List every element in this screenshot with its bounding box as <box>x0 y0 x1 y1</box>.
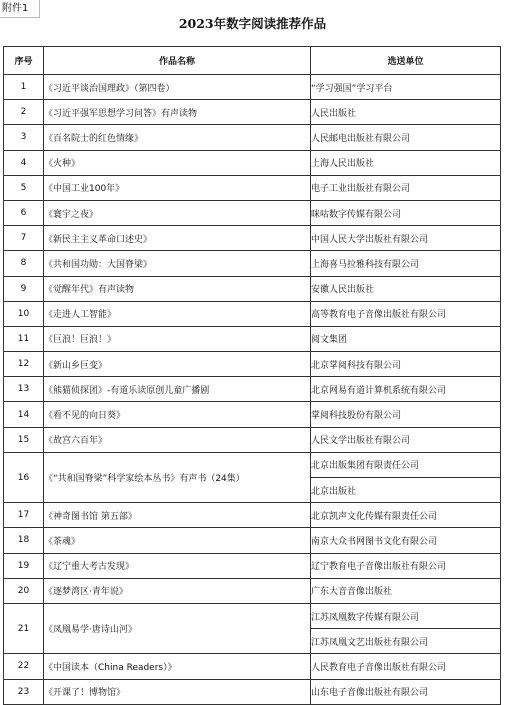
row-index: 23 <box>4 679 44 704</box>
row-index: 20 <box>4 578 44 603</box>
submitting-unit: 高等教育电子音像出版社有限公司 <box>311 301 501 326</box>
work-name: 《熊猫侦探团》-有道乐读原创儿童广播剧 <box>44 377 311 402</box>
work-name: 《巨浪！巨浪！》 <box>44 326 311 351</box>
table-row <box>4 301 501 326</box>
submitting-unit: 咪咕数字传媒有限公司 <box>311 200 501 225</box>
row-index: 12 <box>4 352 44 377</box>
attachment-label: 附件1 <box>0 0 40 18</box>
submitting-unit: 中国人民大学出版社有限公司 <box>311 226 501 251</box>
work-name: 《“共和国脊梁”科学家绘本丛书》有声书（24集） <box>44 452 311 502</box>
row-index: 11 <box>4 326 44 351</box>
table-row <box>4 200 501 225</box>
work-name: 《中国读本（China Readers）》 <box>44 654 311 679</box>
row-index: 10 <box>4 301 44 326</box>
table-row <box>4 326 501 351</box>
work-name: 《中国工业100年》 <box>44 175 311 200</box>
work-name: 《习近平谈治国理政》（第四卷） <box>44 75 311 100</box>
document-title: 2023年数字阅读推荐作品 <box>178 16 327 31</box>
work-name: 《看不见的向日葵》 <box>44 402 311 427</box>
table-row <box>4 578 501 603</box>
row-index: 17 <box>4 503 44 528</box>
work-name: 《凤凰易学·唐诗山河》 <box>44 603 311 653</box>
work-name: 《共和国功勋：大国脊梁》 <box>44 251 311 276</box>
table-row <box>4 553 501 578</box>
table-row <box>4 528 501 553</box>
submitting-unit: 上海人民出版社 <box>311 150 501 175</box>
submitting-unit: 北京掌阅科技有限公司 <box>311 352 501 377</box>
submitting-unit: 北京出版社 <box>311 478 501 503</box>
submitting-unit: 北京网易有道计算机系统有限公司 <box>311 377 501 402</box>
submitting-unit: 辽宁教育电子音像出版社有限公司 <box>311 553 501 578</box>
row-index: 14 <box>4 402 44 427</box>
work-name: 《寰宇之夜》 <box>44 200 311 225</box>
work-name: 《习近平强军思想学习问答》有声读物 <box>44 100 311 125</box>
submitting-unit: 人民教育电子音像出版社有限公司 <box>311 654 501 679</box>
table-row <box>4 175 501 200</box>
submitting-unit: 人民文学出版社有限公司 <box>311 427 501 452</box>
submitting-unit: “学习强国”学习平台 <box>311 75 501 100</box>
table-row <box>4 679 501 704</box>
submitting-unit: 安徽人民出版社 <box>311 276 501 301</box>
row-index: 22 <box>4 654 44 679</box>
table-row <box>4 603 501 628</box>
submitting-unit: 人民邮电出版社有限公司 <box>311 125 501 150</box>
row-index: 7 <box>4 226 44 251</box>
table-header-row <box>4 47 501 75</box>
work-name: 《新民主主义革命口述史》 <box>44 226 311 251</box>
table-row <box>4 452 501 477</box>
work-name: 《神奇图书馆 第五部》 <box>44 503 311 528</box>
table-row <box>4 276 501 301</box>
submitting-unit: 江苏凤凰数字传媒有限公司 <box>311 603 501 628</box>
row-index: 6 <box>4 200 44 225</box>
submitting-unit: 阅文集团 <box>311 326 501 351</box>
row-index: 3 <box>4 125 44 150</box>
row-index: 8 <box>4 251 44 276</box>
table-row <box>4 654 501 679</box>
table-row <box>4 427 501 452</box>
submitting-unit: 北京凯声文化传媒有限责任公司 <box>311 503 501 528</box>
submitting-unit: 山东电子音像出版社有限公司 <box>311 679 501 704</box>
table-row <box>4 75 501 100</box>
header-index: 序号 <box>4 47 44 75</box>
row-index: 1 <box>4 75 44 100</box>
row-index: 2 <box>4 100 44 125</box>
work-name: 《百名院士的红色情缘》 <box>44 125 311 150</box>
row-index: 18 <box>4 528 44 553</box>
submitting-unit: 北京出版集团有限责任公司 <box>311 452 501 477</box>
row-index: 9 <box>4 276 44 301</box>
work-name: 《新山乡巨变》 <box>44 352 311 377</box>
work-name: 《逐梦湾区·青年说》 <box>44 578 311 603</box>
row-index: 15 <box>4 427 44 452</box>
row-index: 16 <box>4 452 44 502</box>
table-row <box>4 100 501 125</box>
table-row <box>4 150 501 175</box>
table-row <box>4 226 501 251</box>
table-row <box>4 402 501 427</box>
submitting-unit: 上海喜马拉雅科技有限公司 <box>311 251 501 276</box>
row-index: 5 <box>4 175 44 200</box>
header-unit: 选送单位 <box>311 47 501 75</box>
submitting-unit: 电子工业出版社有限公司 <box>311 175 501 200</box>
table-row <box>4 251 501 276</box>
submitting-unit: 掌阅科技股份有限公司 <box>311 402 501 427</box>
submitting-unit: 江苏凤凰文艺出版社有限公司 <box>311 629 501 654</box>
work-name: 《觉醒年代》有声读物 <box>44 276 311 301</box>
work-name: 《火种》 <box>44 150 311 175</box>
table-row <box>4 503 501 528</box>
recommendation-table <box>3 46 501 705</box>
work-name: 《走进人工智能》 <box>44 301 311 326</box>
submitting-unit: 人民出版社 <box>311 100 501 125</box>
submitting-unit: 广东大音音像出版社 <box>311 578 501 603</box>
header-name: 作品名称 <box>44 47 311 75</box>
work-name: 《故宫六百年》 <box>44 427 311 452</box>
row-index: 21 <box>4 603 44 653</box>
table-row <box>4 352 501 377</box>
row-index: 4 <box>4 150 44 175</box>
work-name: 《开课了！博物馆》 <box>44 679 311 704</box>
table-row <box>4 377 501 402</box>
row-index: 19 <box>4 553 44 578</box>
work-name: 《茶魂》 <box>44 528 311 553</box>
work-name: 《辽宁重大考古发现》 <box>44 553 311 578</box>
row-index: 13 <box>4 377 44 402</box>
submitting-unit: 南京大众书网图书文化有限公司 <box>311 528 501 553</box>
table-row <box>4 125 501 150</box>
